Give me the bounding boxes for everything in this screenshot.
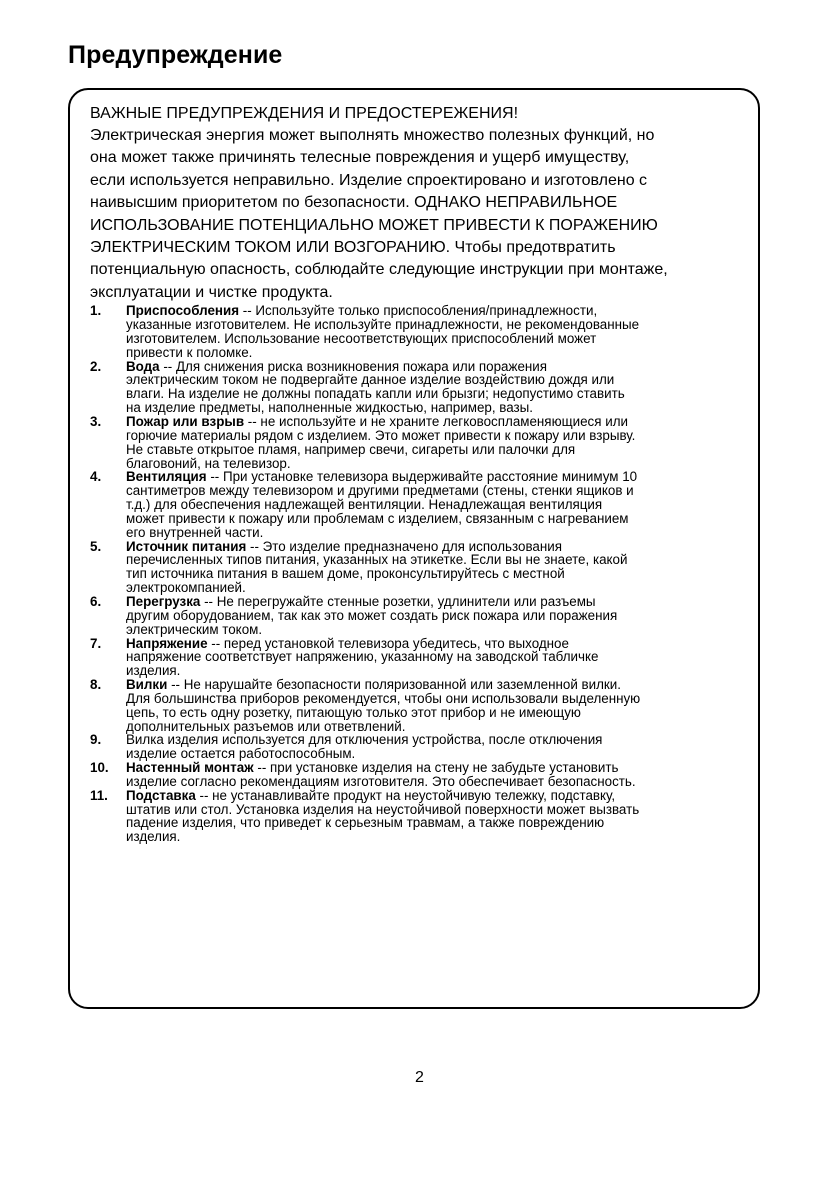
item-first-line: [126, 595, 744, 609]
safety-item: [90, 470, 744, 539]
intro-line: наивысшим приоритетом по безопасности. ОДНАКО НЕПРАВИЛЬНОЕ: [90, 194, 618, 212]
intro-line: ИСПОЛЬЗОВАНИЕ ПОТЕНЦИАЛЬНО МОЖЕТ ПРИВЕСТИ К ПОРАЖЕНИЮ: [90, 216, 658, 234]
item-number: 7.: [90, 635, 102, 651]
item-term: Вода: [126, 358, 160, 374]
item-text-line: электрическим током.: [126, 621, 263, 637]
item-text-line: изготовителем. Использование несоответствующих приспособлений может: [126, 330, 597, 346]
page-title: Предупреждение: [68, 41, 283, 69]
item-text-line: дополнительных разъемов или ответвлений.: [126, 718, 406, 734]
item-number: 6.: [90, 593, 102, 609]
item-number: 4.: [90, 469, 102, 485]
item-text-line: указанные изготовителем. Не используйте принадлежности, не рекомендованные: [126, 317, 640, 333]
item-text-line: штатив или стол. Установка изделия на неустойчивой поверхности может вызвать: [126, 801, 640, 817]
safety-item: [90, 540, 744, 595]
item-text-line: перечисленных типов питания, указанных на этикетке. Если вы не знаете, какой: [126, 552, 628, 568]
item-number: 3.: [90, 414, 102, 429]
item-term: Пожар или взрыв: [126, 414, 245, 429]
item-term: Вентиляция: [126, 469, 207, 485]
item-term: Напряжение: [126, 635, 208, 651]
safety-item: [90, 678, 744, 733]
warnings-heading: ВАЖНЫЕ ПРЕДУПРЕЖДЕНИЯ И ПРЕДОСТЕРЕЖЕНИЯ!: [90, 105, 519, 122]
item-first-line: [126, 360, 744, 374]
safety-instructions-list: [90, 304, 744, 844]
safety-item: [90, 761, 744, 789]
item-text: -- не устанавливайте продукт на неустойчивую тележку, подставку,: [195, 787, 616, 803]
item-number: 5.: [90, 538, 102, 554]
item-first-line: [126, 540, 744, 554]
item-term: Подставка: [126, 787, 196, 803]
item-text: -- Это изделие предназначено для использования: [246, 538, 562, 554]
item-text: Вилка изделия используется для отключения устройства, после отключения: [126, 732, 603, 748]
item-text-line: Не ставьте открытое пламя, например свечи, сигареты или палочки для: [126, 441, 576, 457]
item-term: Источник питания: [126, 538, 247, 554]
item-text-line: благовоний, на телевизор.: [126, 455, 291, 471]
item-first-line: [126, 470, 744, 484]
warning-box: [68, 88, 760, 1009]
safety-item: [90, 789, 744, 844]
item-number: 9.: [90, 732, 102, 748]
item-text-line: горючие материалы рядом с изделием. Это может привести к пожару или взрыву.: [126, 427, 636, 443]
safety-item: [90, 595, 744, 637]
item-number: 10.: [90, 760, 109, 776]
item-first-line: [126, 761, 744, 775]
item-term: Перегрузка: [126, 593, 201, 609]
item-term: Приспособления: [126, 303, 240, 319]
item-text: -- Используйте только приспособления/принадлежности,: [239, 303, 598, 319]
item-text: -- перед установкой телевизора убедитесь, что выходное: [207, 635, 569, 651]
item-text-line: другим оборудованием, так как это может создать риск пожара или поражения: [126, 607, 618, 623]
item-text-line: т.д.) для обеспечения надлежащей вентиляции. Ненадлежащая вентиляция: [126, 497, 603, 513]
item-number: 11.: [90, 787, 108, 803]
item-text-line: электрокомпанией.: [126, 580, 246, 596]
safety-item: [90, 415, 744, 470]
item-term: Настенный монтаж: [126, 760, 254, 776]
intro-line: Электрическая энергия может выполнять множество полезных функций, но: [90, 127, 655, 144]
item-text-line: на изделие предметы, наполненные жидкостью, например, вазы.: [126, 400, 534, 416]
item-first-line: [126, 637, 744, 651]
item-text-line: Для большинства приборов рекомендуется, чтобы они использовали выделенную: [126, 690, 641, 706]
item-text-line: его внутренней части.: [126, 524, 264, 540]
item-first-line: [126, 678, 744, 692]
item-number: 2.: [90, 358, 102, 374]
item-text-line: падение изделия, что приведет к серьезным травмам, а также повреждению: [126, 815, 605, 831]
item-first-line: [126, 415, 744, 429]
item-text-line: привести к поломке.: [126, 344, 253, 360]
item-text: -- Не перегружайте стенные розетки, удлинители или разъемы: [200, 593, 596, 609]
item-number: 1.: [90, 303, 102, 319]
item-text-line: электрическим током не подвергайте данное изделие воздействию дождя или: [126, 372, 615, 388]
item-text-line: изделие согласно рекомендациям изготовителя. Это обеспечивает безопасность.: [126, 773, 636, 789]
safety-item: [90, 637, 744, 679]
item-text-line: влаги. На изделие не должны попадать капли или брызги; недопустимо ставить: [126, 386, 625, 402]
item-text: -- не используйте и не храните легковоспламеняющиеся или: [244, 414, 628, 429]
item-first-line: [126, 733, 744, 747]
safety-item: [90, 304, 744, 359]
item-text: -- при установке изделия на стену не забудьте установить: [253, 760, 619, 776]
item-text-line: сантиметров между телевизором и другими предметами (стены, стенки ящиков и: [126, 483, 634, 499]
item-first-line: [126, 789, 744, 803]
item-number: 8.: [90, 677, 102, 693]
item-text: -- Для снижения риска возникновения пожара или поражения: [159, 358, 548, 374]
item-text-line: цепь, то есть одну розетку, питающую только этот прибор и не имеющую: [126, 704, 581, 720]
intro-line: она может также причинять телесные повреждения и ущерб имуществу,: [90, 149, 630, 167]
item-text-line: тип источника питания в вашем доме, проконсультируйтесь с местной: [126, 566, 565, 582]
intro-line: если используется неправильно. Изделие спроектировано и изготовлено с: [90, 171, 648, 189]
intro-line: потенциальную опасность, соблюдайте следующие инструкции при монтаже,: [90, 261, 668, 279]
item-text-line: изделия.: [126, 829, 181, 845]
safety-item: [90, 733, 744, 761]
item-term: Вилки: [126, 677, 168, 693]
item-text-line: изделие остается работоспособным.: [126, 746, 356, 762]
item-first-line: [126, 304, 744, 318]
page-number: 2: [415, 1069, 424, 1086]
intro-line: эксплуатации и чистке продукта.: [90, 283, 333, 301]
item-text: -- При установке телевизора выдерживайте расстояние минимум 10: [206, 469, 638, 485]
item-text: -- Не нарушайте безопасности поляризованной или заземленной вилки.: [167, 677, 621, 693]
safety-item: [90, 360, 744, 415]
item-text-line: изделия.: [126, 663, 181, 679]
item-text-line: может привести к пожару или проблемам с изделием, связанным с нагреванием: [126, 510, 629, 526]
intro-line: ЭЛЕКТРИЧЕСКИМ ТОКОМ ИЛИ ВОЗГОРАНИЮ. Чтобы предотвратить: [90, 239, 616, 257]
intro-paragraph: [90, 125, 744, 304]
item-text-line: напряжение соответствует напряжению, указанному на заводской табличке: [126, 649, 599, 665]
